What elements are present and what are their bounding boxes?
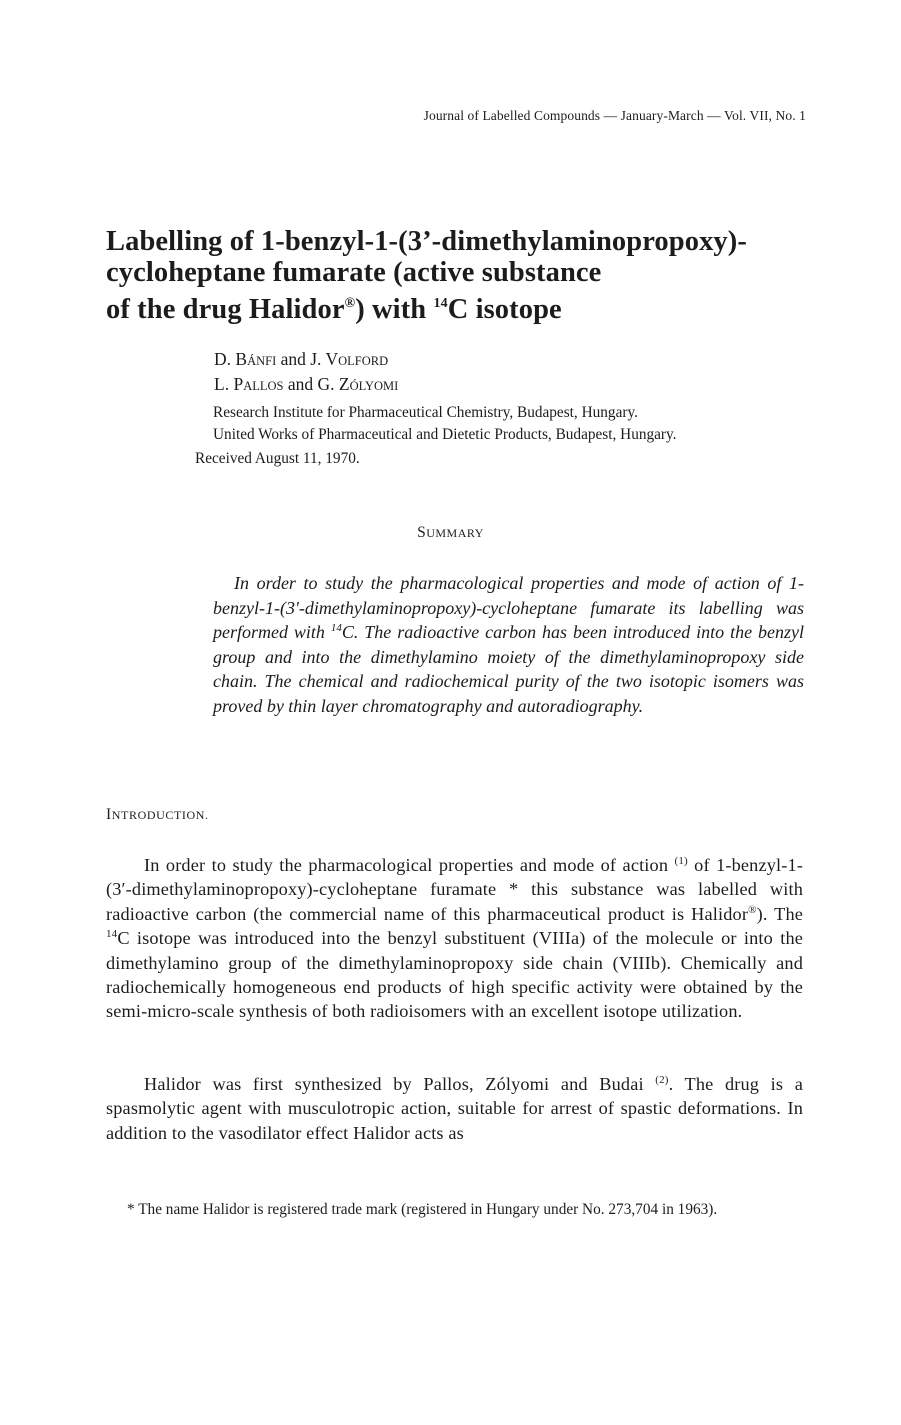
summary-text-part: In order to study the pharmacological properties and mode of action of 1-benzyl-1-(3′-dimethylaminopropoxy)-cycloheptane fumarate its labelling was performed with — [213, 573, 804, 642]
isotope-mass-superscript: 14 — [433, 296, 448, 311]
isotope-mass-superscript: 14 — [106, 928, 118, 941]
summary-heading — [0, 524, 901, 542]
paragraph-text-part: of 1-benzyl-1-(3′-dimethylaminopropoxy)-cycloheptane furamate * this substance was labelled with radioactive carbon (the commercial name of this pharmaceutical product is Halidor — [106, 855, 803, 924]
article-title — [106, 226, 806, 325]
introduction-paragraph-1 — [106, 853, 803, 1024]
running-head: Journal of Labelled Compounds — January-March — Vol. VII, No. 1 — [423, 108, 806, 123]
title-line-1: Labelling of 1-benzyl-1-(3’-dimethylaminopropoxy)- — [106, 226, 747, 257]
affiliation-1: Research Institute for Pharmaceutical Chemistry, Budapest, Hungary. — [213, 404, 638, 421]
author-initial: L. P — [214, 373, 244, 394]
author-initial: D. B — [214, 349, 248, 369]
title-line-3-mid: ) with — [355, 294, 427, 325]
affiliation-2: United Works of Pharmaceutical and Dietetic Products, Budapest, Hungary. — [213, 426, 677, 443]
summary-text-part: C. The radioactive carbon has been introduced into the benzyl group and into the dimethylamino moiety of the dimethylaminopropoxy side chain. The chemical and radiochemical purity of the two isotopic isomers was proved by thin layer chromatography and autoradiography. — [213, 622, 804, 716]
paragraph-text-part: . The drug is a spasmolytic agent with musculotropic action, suitable for arrest of spastic deformations. In addition to the vasodilator effect Halidor acts as — [106, 1074, 803, 1143]
author-list — [214, 348, 398, 397]
author-name-rest: OLFORD — [338, 354, 389, 368]
paragraph-text-part: Halidor was first synthesized by Pallos, Zólyomi and Budai — [144, 1074, 656, 1094]
author-line-1 — [214, 348, 398, 373]
paragraph-text-part: C isotope was introduced into the benzyl substituent (VIIIa) of the molecule or into the dimethylamino group of the dimethylaminopropoxy side chain (VIIIb). Chemically and radiochemically homogeneous end products of high specific activity were obtained by the semi-micro-scale synthesis of both radioisomers with an excellent isotope utilization. — [106, 928, 803, 1022]
title-line-3-suffix: C isotope — [447, 294, 562, 325]
author-name-rest: ÁNFI — [247, 354, 277, 368]
received-date: Received August 11, 1970. — [195, 450, 360, 467]
heading-rest: UMMARY — [426, 526, 484, 540]
introduction-paragraph-2 — [106, 1072, 803, 1145]
paragraph-text-part: In order to study the pharmacological properties and mode of action — [144, 855, 675, 875]
author-conj: and J. V — [276, 349, 339, 369]
isotope-mass-superscript: 14 — [330, 622, 342, 634]
author-line-2 — [214, 373, 398, 398]
title-line-3 — [106, 288, 806, 325]
summary-abstract — [213, 571, 804, 718]
footnote: * The name Halidor is registered trade mark (registered in Hungary under No. 273,704 in 1963). — [127, 1201, 718, 1218]
author-name-rest: ÓLYOMI — [349, 378, 399, 393]
heading-rest: NTRODUCTION. — [111, 808, 209, 822]
affiliations — [213, 402, 677, 446]
title-line-2: cycloheptane fumarate (active substance — [106, 257, 602, 288]
heading-cap: S — [417, 524, 427, 541]
title-line-3-prefix: of the drug Halidor — [106, 294, 345, 325]
introduction-heading — [106, 806, 209, 824]
registered-mark: ® — [748, 903, 757, 916]
author-name-rest: ALLOS — [243, 378, 284, 393]
reference-citation: (1) — [674, 854, 688, 867]
heading-cap: I — [106, 806, 112, 823]
registered-mark: ® — [344, 296, 356, 311]
reference-citation: (2) — [655, 1073, 669, 1086]
paragraph-text-part: ). The — [756, 903, 803, 924]
author-conj: and G. Z — [283, 373, 350, 394]
